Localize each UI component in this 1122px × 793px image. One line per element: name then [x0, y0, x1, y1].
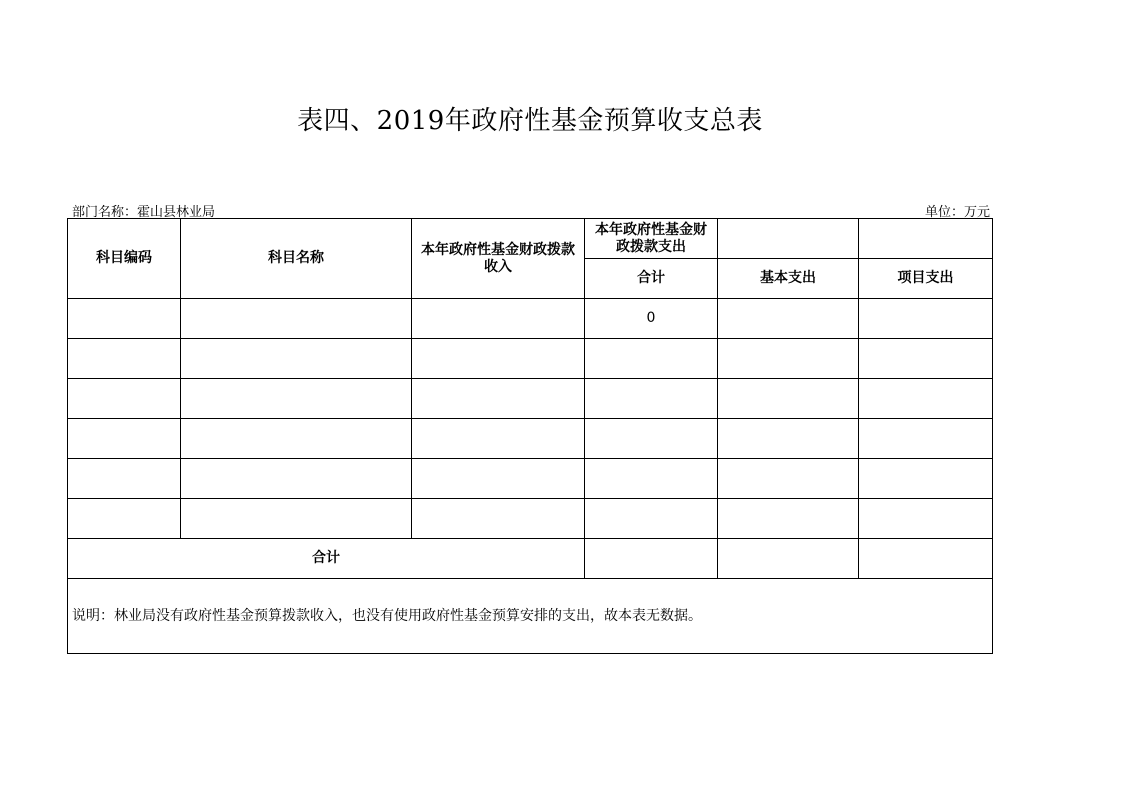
table-row: [68, 339, 993, 379]
total-row: [68, 539, 993, 579]
cell-project: [859, 419, 993, 459]
cell-subtotal: 0: [585, 299, 718, 339]
cell-income: [412, 299, 585, 339]
note-text: 说明：林业局没有政府性基金预算拨款收入，也没有使用政府性基金预算安排的支出，故本表无数据。: [68, 579, 993, 654]
cell-name: [181, 459, 412, 499]
header-income-text: 本年政府性基金财政拨款收入: [421, 241, 575, 275]
cell-income: [412, 499, 585, 539]
cell-name: [181, 299, 412, 339]
header-project: 项目支出: [859, 259, 993, 299]
cell-code: [68, 339, 181, 379]
header-basic: 基本支出: [718, 259, 859, 299]
table-row: [68, 499, 993, 539]
cell-basic: [718, 379, 859, 419]
header-expense-group: [585, 219, 718, 259]
total-label: 合计: [68, 539, 585, 579]
table-row: [68, 419, 993, 459]
cell-basic: [718, 299, 859, 339]
cell-basic: [718, 419, 859, 459]
cell-income: [412, 379, 585, 419]
header-name: 科目名称: [181, 219, 412, 299]
cell-name: [181, 419, 412, 459]
header-code: 科目编码: [68, 219, 181, 299]
cell-code: [68, 299, 181, 339]
total-subtotal: [585, 539, 718, 579]
table-row: [68, 379, 993, 419]
header-income: [412, 219, 585, 299]
department-label: 部门名称：霍山县林业局: [72, 205, 216, 220]
cell-basic: [718, 339, 859, 379]
note-row: [68, 579, 993, 654]
cell-subtotal: [585, 379, 718, 419]
cell-name: [181, 499, 412, 539]
cell-basic: [718, 459, 859, 499]
cell-subtotal: [585, 499, 718, 539]
cell-subtotal: [585, 339, 718, 379]
cell-project: [859, 339, 993, 379]
cell-income: [412, 459, 585, 499]
header-blank-1: [718, 219, 859, 259]
cell-code: [68, 499, 181, 539]
cell-project: [859, 459, 993, 499]
cell-subtotal: [585, 419, 718, 459]
cell-project: [859, 379, 993, 419]
cell-income: [412, 419, 585, 459]
header-expense-group-text: 本年政府性基金财政拨款支出: [595, 221, 707, 255]
header-row-1: [68, 219, 993, 259]
cell-project: [859, 499, 993, 539]
cell-basic: [718, 499, 859, 539]
cell-code: [68, 379, 181, 419]
cell-name: [181, 379, 412, 419]
cell-code: [68, 419, 181, 459]
page-title: 表四、2019年政府性基金预算收支总表: [297, 106, 763, 136]
total-project: [859, 539, 993, 579]
cell-income: [412, 339, 585, 379]
table-row: [68, 299, 993, 339]
cell-name: [181, 339, 412, 379]
cell-code: [68, 459, 181, 499]
total-basic: [718, 539, 859, 579]
header-blank-2: [859, 219, 993, 259]
cell-project: [859, 299, 993, 339]
unit-label: 单位：万元: [924, 205, 990, 220]
cell-subtotal: [585, 459, 718, 499]
table-row: [68, 459, 993, 499]
header-subtotal: 合计: [585, 259, 718, 299]
budget-table: [67, 218, 993, 654]
